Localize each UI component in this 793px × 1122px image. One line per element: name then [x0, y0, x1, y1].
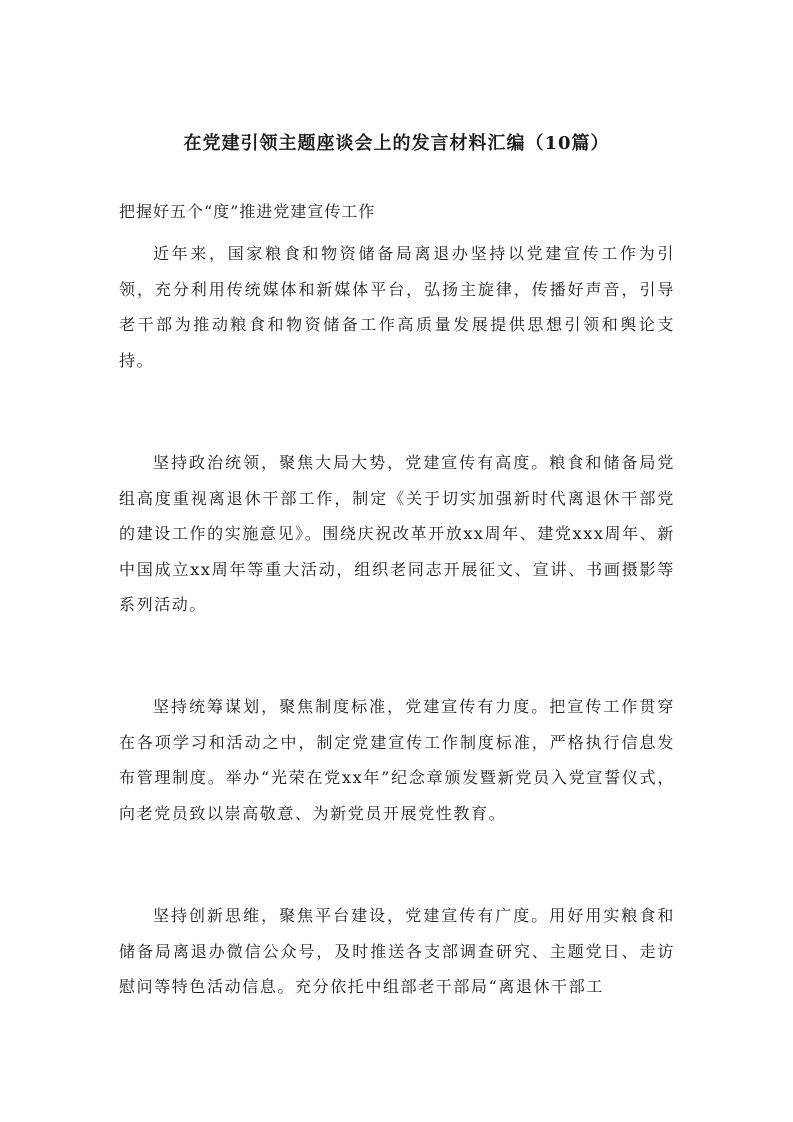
paragraph-innovative-thinking: 坚持创新思维，聚焦平台建设，党建宣传有广度。用好用实粮食和储备局离退办微信公众号，及时推送各支部调查研究、主题党日、走访慰问等特色活动信息。充分依托中组部老干部局“离退休干部工 — [119, 906, 675, 997]
document-title: 在党建引领主题座谈会上的发言材料汇编（10篇） — [183, 133, 610, 154]
paragraph-intro: 近年来，国家粮食和物资储备局离退办坚持以党建宣传工作为引领，充分利用传统媒体和新媒体平台，弘扬主旋律，传播好声音，引导老干部为推动粮食和物资储备工作高质量发展提供思想引领和舆论支持。 — [119, 244, 675, 370]
paragraph-political-leadership: 坚持政治统领，聚焦大局大势，党建宣传有高度。粮食和储备局党组高度重视离退休干部工作，制定《关于切实加强新时代离退休干部党的建设工作的实施意见》。围绕庆祝改革开放xx周年、建党xxx周年、新中国成立xx周年等重大活动，组织老同志开展征文、宣讲、书画摄影等系列活动。 — [119, 453, 675, 615]
paragraph-overall-planning: 坚持统筹谋划，聚焦制度标准，党建宣传有力度。把宣传工作贯穿在各项学习和活动之中，制定党建宣传工作制度标准，严格执行信息发布管理制度。举办“光荣在党xx年”纪念章颁发暨新党员入党宣誓仪式，向老党员致以崇高敬意、为新党员开展党性教育。 — [119, 697, 675, 823]
section-heading: 把握好五个“度”推进党建宣传工作 — [119, 202, 376, 221]
